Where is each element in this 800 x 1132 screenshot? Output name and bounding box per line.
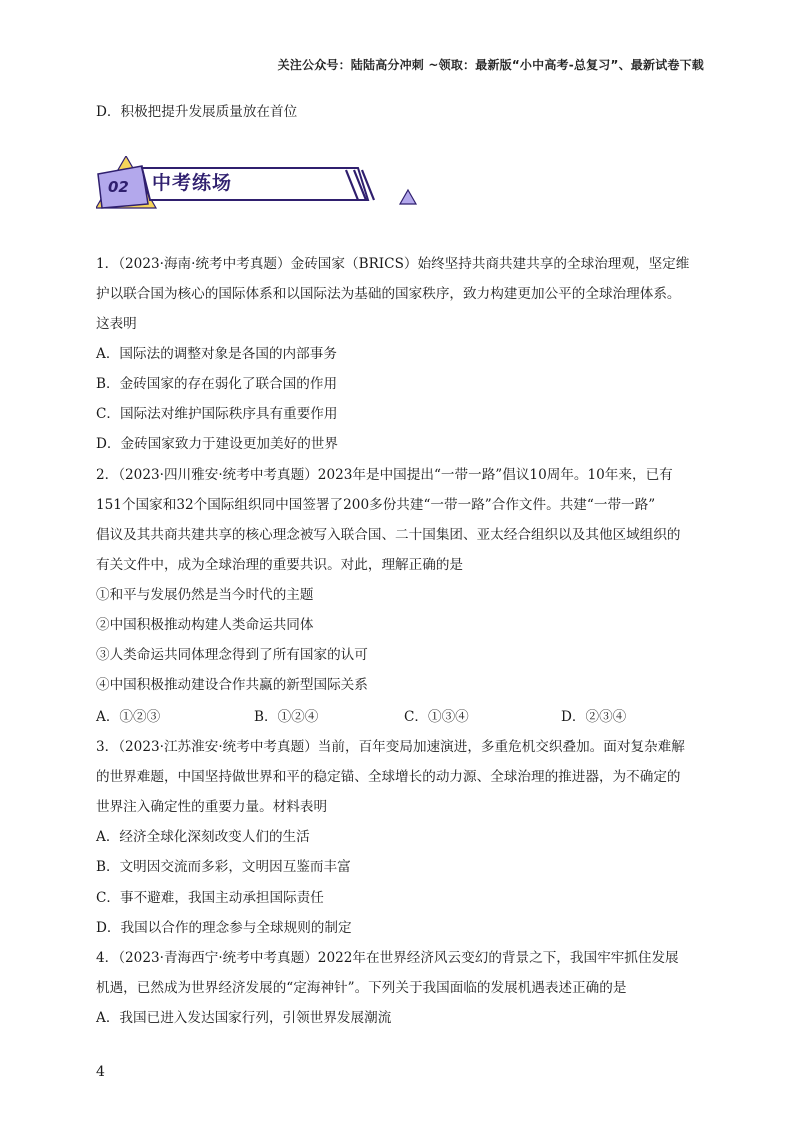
q2-option-d: D．②③④ [561,709,627,725]
prev-option-d: D．积极把提升发展质量放在首位 [96,104,298,120]
q4-option-a: A．我国已进入发达国家行列，引领世界发展潮流 [96,1010,392,1026]
q1-option-c: C．国际法对维护国际秩序具有重要作用 [96,406,338,422]
page-number: 4 [96,1064,105,1080]
q3-option-b: B．文明因交流而多彩，文明因互鉴而丰富 [96,859,351,875]
q2-option-c: C．①③④ [404,709,469,725]
q3-line-3: 世界注入确定性的重要力量。材料表明 [96,799,328,815]
q2-line-3: 倡议及其共商共建共享的核心理念被写入联合国、二十国集团、亚太经合组织以及其他区域组织的 [96,527,681,543]
q3-option-d: D．我国以合作的理念参与全球规则的制定 [96,920,352,936]
q2-statement-4: ④中国积极推动建设合作共赢的新型国际关系 [96,677,368,693]
section-title: 中考练场 [152,172,233,194]
q1-line-2: 护以联合国为核心的国际体系和以国际法为基础的国家秩序，致力构建更加公平的全球治理体系。 [96,286,681,302]
section-banner [96,156,426,216]
q2-statement-2: ②中国积极推动构建人类命运共同体 [96,617,314,633]
q2-option-a: A．①②③ [96,709,161,725]
q3-option-c: C．事不避难，我国主动承担国际责任 [96,890,324,906]
q1-line-1: 1．（2023·海南·统考中考真题）金砖国家（BRICS）始终坚持共商共建共享的全球治理观，坚定维 [96,256,690,272]
q2-line-4: 有关文件中，成为全球治理的重要共识。对此，理解正确的是 [96,557,464,573]
q3-line-2: 的世界难题，中国坚持做世界和平的稳定锚、全球增长的动力源、全球治理的推进器，为不确定的 [96,769,681,785]
q1-option-b: B．金砖国家的存在弱化了联合国的作用 [96,376,338,392]
q2-line-2: 151个国家和32个国际组织同中国签署了200多份共建“一带一路”合作文件。共建“一带一路” [96,497,656,513]
q3-line-1: 3．（2023·江苏淮安·统考中考真题）当前，百年变局加速演进，多重危机交织叠加。面对复杂难解 [96,739,685,755]
banner-small-triangle [400,190,416,204]
q1-option-d: D．金砖国家致力于建设更加美好的世界 [96,436,338,452]
q1-line-3: 这表明 [96,316,137,332]
q2-statement-1: ①和平与发展仍然是当今时代的主题 [96,587,314,603]
q4-line-1: 4．（2023·青海西宁·统考中考真题）2022年在世界经济风云变幻的背景之下，我国牢牢抓住发展 [96,950,679,966]
header-note: 关注公众号：陆陆高分冲刺 ~领取：最新版“小中高考-总复习”、最新试卷下载 [277,58,704,72]
q2-line-1: 2．（2023·四川雅安·统考中考真题）2023年是中国提出“一带一路”倡议10周年。10年来，已有 [96,467,673,483]
q3-option-a: A．经济全球化深刻改变人们的生活 [96,829,310,845]
q2-option-b: B．①②④ [254,709,319,725]
q2-statement-3: ③人类命运共同体理念得到了所有国家的认可 [96,647,368,663]
q4-line-2: 机遇，已然成为世界经济发展的“定海神针”。下列关于我国面临的发展机遇表述正确的是 [96,980,627,996]
section-number: 02 [108,178,129,196]
q1-option-a: A．国际法的调整对象是各国的内部事务 [96,346,337,362]
